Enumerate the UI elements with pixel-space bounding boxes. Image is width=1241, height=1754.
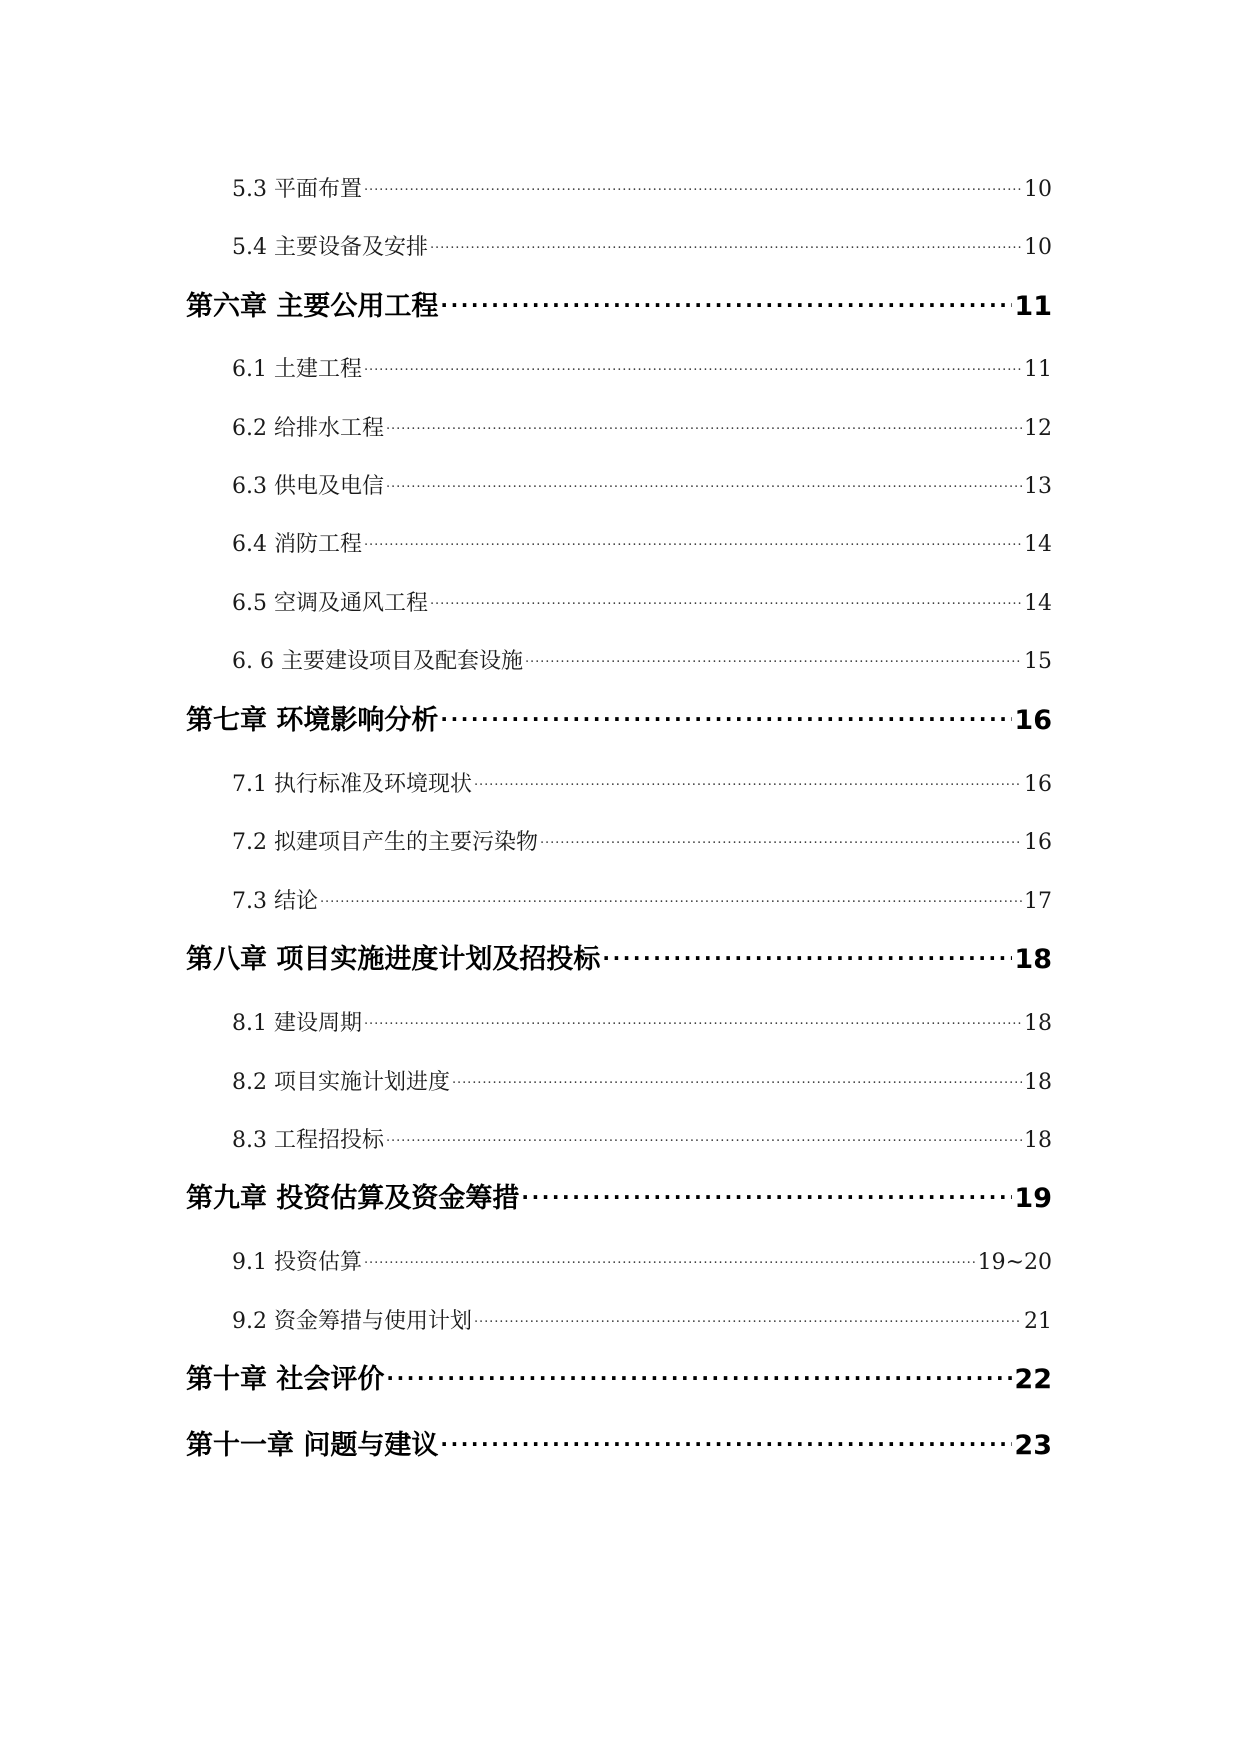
- toc-dot-leader: [364, 1008, 1022, 1030]
- toc-page-number: 16: [1024, 772, 1052, 797]
- toc-dot-leader: [386, 413, 1022, 435]
- toc-entry-6-4[interactable]: [232, 527, 1052, 558]
- toc-page-number: 10: [1024, 235, 1052, 260]
- toc-entry-title: 9.1 投资估算: [232, 1250, 362, 1275]
- toc-page-number: 11: [1024, 357, 1052, 382]
- toc-dot-leader: [474, 1306, 1022, 1328]
- toc-page-number: 13: [1024, 474, 1052, 499]
- toc-entry-title: 8.2 项目实施计划进度: [232, 1070, 450, 1095]
- toc-entry-5-3[interactable]: [232, 172, 1052, 203]
- toc-chapter-title: 第六章 主要公用工程: [186, 291, 439, 322]
- toc-entry-title: 7.1 执行标准及环境现状: [232, 772, 472, 797]
- toc-entry-7-3[interactable]: [232, 884, 1052, 915]
- toc-page-number: 11: [1014, 291, 1052, 322]
- toc-chapter-title: 第八章 项目实施进度计划及招投标: [186, 944, 601, 975]
- toc-page-number: 18: [1024, 1070, 1052, 1095]
- toc-dot-leader: [430, 232, 1022, 254]
- toc-page-number: 18: [1024, 1128, 1052, 1153]
- toc-entry-title: 8.1 建设周期: [232, 1011, 362, 1036]
- toc-entry-title: 6.5 空调及通风工程: [232, 591, 428, 616]
- toc-dot-leader: [320, 886, 1022, 908]
- toc-page-number: 12: [1024, 416, 1052, 441]
- toc-entry-title: 9.2 资金筹措与使用计划: [232, 1309, 472, 1334]
- toc-entry-title: 6. 6 主要建设项目及配套设施: [232, 649, 523, 674]
- toc-chapter-8[interactable]: [186, 937, 1052, 976]
- toc-entry-9-1[interactable]: [232, 1245, 1052, 1276]
- toc-chapter-9[interactable]: [186, 1176, 1052, 1215]
- toc-chapter-11[interactable]: [186, 1423, 1052, 1462]
- toc-entry-9-2[interactable]: [232, 1304, 1052, 1335]
- toc-page-number: 23: [1014, 1430, 1052, 1461]
- toc-chapter-title: 第十章 社会评价: [186, 1364, 385, 1395]
- toc-chapter-title: 第九章 投资估算及资金筹措: [186, 1183, 520, 1214]
- toc-page-number: 14: [1024, 532, 1052, 557]
- toc-entry-title: 7.3 结论: [232, 889, 318, 914]
- toc-chapter-10[interactable]: [186, 1357, 1052, 1396]
- toc-entry-7-1[interactable]: [232, 767, 1052, 798]
- toc-dot-leader: [474, 769, 1022, 791]
- toc-page-number: 18: [1024, 1011, 1052, 1036]
- toc-page-number: 10: [1024, 177, 1052, 202]
- toc-entry-7-2[interactable]: [232, 825, 1052, 856]
- toc-entry-6-3[interactable]: [232, 469, 1052, 500]
- toc-chapter-title: 第七章 环境影响分析: [186, 705, 439, 736]
- toc-entry-6-2[interactable]: [232, 411, 1052, 442]
- toc-dot-leader: [440, 702, 1012, 729]
- toc-entry-5-4[interactable]: [232, 230, 1052, 261]
- toc-page-number: 14: [1024, 591, 1052, 616]
- toc-dot-leader: [364, 354, 1022, 376]
- toc-entry-8-2[interactable]: [232, 1065, 1052, 1096]
- toc-chapter-6[interactable]: [186, 284, 1052, 323]
- toc-chapter-7[interactable]: [186, 698, 1052, 737]
- toc-dot-leader: [525, 646, 1022, 668]
- toc-dot-leader: [540, 827, 1022, 849]
- toc-dot-leader: [521, 1180, 1012, 1207]
- toc-dot-leader: [364, 174, 1022, 196]
- toc-page-number: 22: [1014, 1364, 1052, 1395]
- toc-entry-6-5[interactable]: [232, 586, 1052, 617]
- toc-page-number: 16: [1024, 830, 1052, 855]
- toc-entry-title: 7.2 拟建项目产生的主要污染物: [232, 830, 538, 855]
- toc-dot-leader: [364, 1247, 976, 1269]
- toc-entry-title: 5.4 主要设备及安排: [232, 235, 428, 260]
- toc-page-number: 21: [1024, 1309, 1052, 1334]
- toc-entry-8-3[interactable]: [232, 1123, 1052, 1154]
- toc-dot-leader: [364, 529, 1022, 551]
- toc-page-number: 16: [1014, 705, 1052, 736]
- toc-page-number: 17: [1024, 889, 1052, 914]
- toc-dot-leader: [386, 1125, 1022, 1147]
- toc-dot-leader: [440, 288, 1012, 315]
- toc-dot-leader: [602, 941, 1012, 968]
- toc-dot-leader: [440, 1427, 1012, 1454]
- toc-entry-6-1[interactable]: [232, 352, 1052, 383]
- toc-dot-leader: [386, 471, 1022, 493]
- toc-entry-title: 6.4 消防工程: [232, 532, 362, 557]
- toc-entry-title: 6.1 土建工程: [232, 357, 362, 382]
- toc-entry-title: 5.3 平面布置: [232, 177, 362, 202]
- toc-page-number: 15: [1024, 649, 1052, 674]
- toc-page-number: 19~20: [977, 1250, 1052, 1275]
- toc-page-number: 18: [1014, 944, 1052, 975]
- toc-entry-title: 6.2 给排水工程: [232, 416, 384, 441]
- toc-dot-leader: [452, 1067, 1022, 1089]
- toc-entry-8-1[interactable]: [232, 1006, 1052, 1037]
- toc-page-number: 19: [1014, 1183, 1052, 1214]
- toc-entry-6-6[interactable]: [232, 644, 1052, 675]
- toc-dot-leader: [430, 588, 1022, 610]
- toc-dot-leader: [386, 1361, 1012, 1388]
- toc-entry-title: 6.3 供电及电信: [232, 474, 384, 499]
- toc-entry-title: 8.3 工程招投标: [232, 1128, 384, 1153]
- toc-chapter-title: 第十一章 问题与建议: [186, 1430, 439, 1461]
